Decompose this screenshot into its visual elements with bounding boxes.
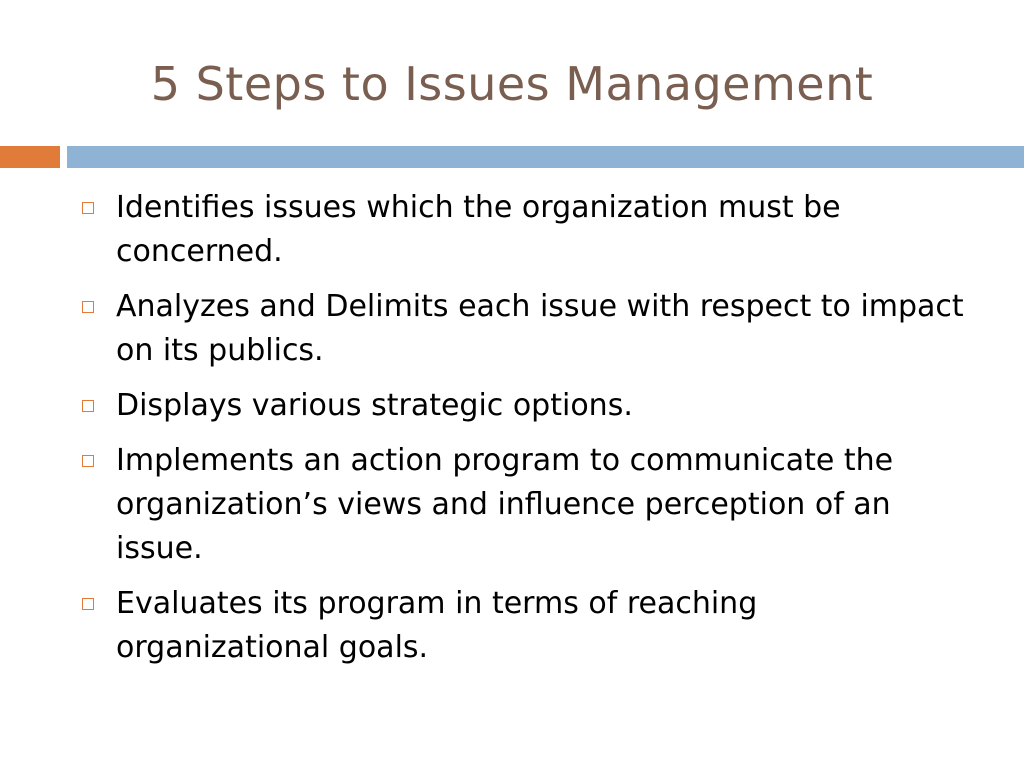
hollow-square-icon [82, 202, 94, 214]
bullet-list [80, 186, 980, 681]
hollow-square-icon [82, 400, 94, 412]
list-item [80, 582, 980, 670]
accent-bar-orange [0, 146, 60, 168]
hollow-square-icon [82, 598, 94, 610]
hollow-square-icon [82, 455, 94, 467]
list-item [80, 439, 980, 571]
slide-title: 5 Steps to Issues Management [150, 57, 874, 111]
list-item [80, 384, 980, 428]
list-item [80, 186, 980, 274]
bullet-text: Evaluates its program in terms of reaching organizational goals. [116, 586, 758, 665]
bullet-text: Implements an action program to communicate the organization’s views and influence perception of an issue. [116, 443, 894, 566]
accent-bar-blue [67, 146, 1024, 168]
bullet-text: Displays various strategic options. [116, 388, 633, 423]
list-item [80, 285, 980, 373]
hollow-square-icon [82, 301, 94, 313]
bullet-text: Analyzes and Delimits each issue with respect to impact on its publics. [116, 289, 964, 368]
bullet-text: Identifies issues which the organization must be concerned. [116, 190, 841, 269]
